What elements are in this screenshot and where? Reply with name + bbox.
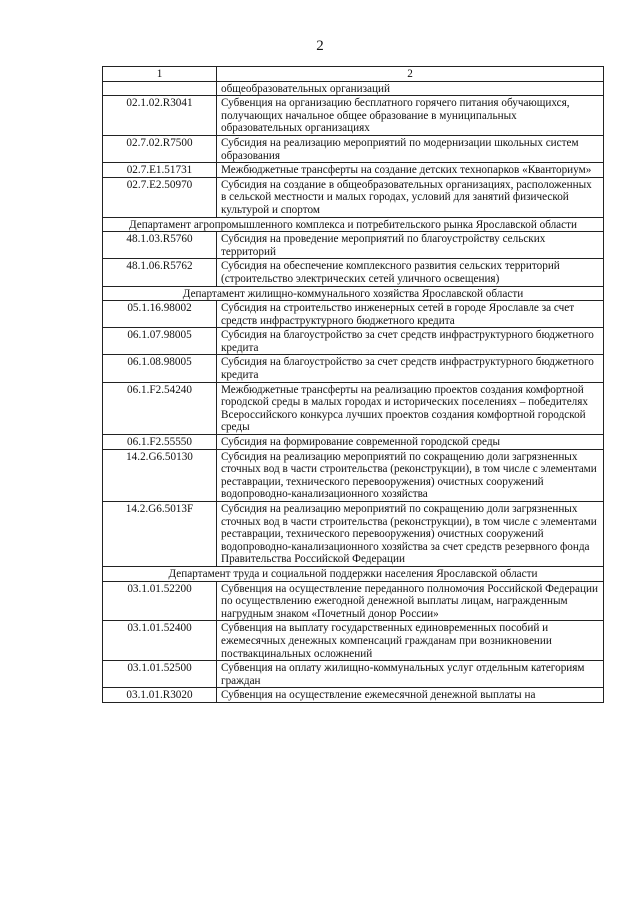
description-cell: Субсидия на проведение мероприятий по благоустройству сельских территорий <box>217 232 604 259</box>
budget-code-cell: 03.1.01.52200 <box>103 581 217 621</box>
table-row <box>103 81 604 96</box>
header-col-2: 2 <box>217 67 604 82</box>
department-name: Департамент жилищно-коммунального хозяйства Ярославской области <box>103 286 604 301</box>
description-cell: Субсидия на обеспечение комплексного развития сельских территорий (строительство электрических сетей уличного освещения) <box>217 259 604 286</box>
description-cell: Субвенция на осуществление ежемесячной денежной выплаты на <box>217 688 604 703</box>
table-row <box>103 259 604 286</box>
budget-code-cell: 06.1.08.98005 <box>103 355 217 382</box>
budget-code-cell: 48.1.03.R5760 <box>103 232 217 259</box>
budget-code-cell: 02.7.02.R7500 <box>103 135 217 162</box>
budget-codes-table <box>102 66 604 703</box>
description-cell: Субвенция на осуществление переданного полномочия Российской Федерации по осуществлению ежегодной денежной выплаты лицам, награжденным нагрудным знаком «Почетный донор России» <box>217 581 604 621</box>
table-row <box>103 355 604 382</box>
table-row <box>103 502 604 567</box>
table-row <box>103 621 604 661</box>
page-number: 2 <box>316 38 324 54</box>
description-cell: Субсидия на благоустройство за счет средств инфраструктурного бюджетного кредита <box>217 328 604 355</box>
table-row <box>103 581 604 621</box>
table-row <box>103 177 604 217</box>
budget-code-cell: 06.1.F2.54240 <box>103 382 217 434</box>
budget-code-cell: 06.1.07.98005 <box>103 328 217 355</box>
budget-code-cell: 02.7.E2.50970 <box>103 177 217 217</box>
table-row <box>103 382 604 434</box>
table-body <box>103 81 604 702</box>
table-row <box>103 163 604 178</box>
header-col-1: 1 <box>103 67 217 82</box>
description-cell: Субсидия на благоустройство за счет средств инфраструктурного бюджетного кредита <box>217 355 604 382</box>
budget-code-cell: 14.2.G6.5013F <box>103 502 217 567</box>
description-cell: Субсидия на формирование современной городской среды <box>217 435 604 450</box>
budget-code-cell: 05.1.16.98002 <box>103 301 217 328</box>
budget-code-cell: 48.1.06.R5762 <box>103 259 217 286</box>
table-row <box>103 661 604 688</box>
budget-code-cell: 06.1.F2.55550 <box>103 435 217 450</box>
description-cell: Субсидия на реализацию мероприятий по сокращению доли загрязненных сточных вод в части строительства (реконструкции), в том числе с элементами реставрации, технического перевооружения) очистных сооружений водопроводно-канализационного хозяйства <box>217 449 604 501</box>
description-cell: Субвенция на оплату жилищно-коммунальных услуг отдельным категориям граждан <box>217 661 604 688</box>
budget-code-cell: 03.1.01.52400 <box>103 621 217 661</box>
description-cell: Субсидия на создание в общеобразовательных организациях, расположенных в сельской местности и малых городах, условий для занятий физической культурой и спортом <box>217 177 604 217</box>
budget-code-cell: 02.1.02.R3041 <box>103 96 217 136</box>
budget-code-cell: 02.7.E1.51731 <box>103 163 217 178</box>
table-row <box>103 232 604 259</box>
department-name: Департамент труда и социальной поддержки населения Ярославской области <box>103 566 604 581</box>
department-header-row <box>103 217 604 232</box>
department-name: Департамент агропромышленного комплекса и потребительского рынка Ярославской области <box>103 217 604 232</box>
description-cell: Субсидия на реализацию мероприятий по модернизации школьных систем образования <box>217 135 604 162</box>
budget-code-cell: 03.1.01.R3020 <box>103 688 217 703</box>
department-header-row <box>103 566 604 581</box>
description-cell: Межбюджетные трансферты на создание детских технопарков «Кванториум» <box>217 163 604 178</box>
table-row <box>103 96 604 136</box>
description-cell: Субвенция на организацию бесплатного горячего питания обучающихся, получающих начальное общее образование в муниципальных образовательных организациях <box>217 96 604 136</box>
budget-code-cell <box>103 81 217 96</box>
budget-code-cell: 14.2.G6.50130 <box>103 449 217 501</box>
table-row <box>103 449 604 501</box>
table-row <box>103 135 604 162</box>
table-row <box>103 688 604 703</box>
description-cell: Субсидия на строительство инженерных сетей в городе Ярославле за счет средств инфраструктурного бюджетного кредита <box>217 301 604 328</box>
table-row <box>103 435 604 450</box>
description-cell: общеобразовательных организаций <box>217 81 604 96</box>
description-cell: Субвенция на выплату государственных единовременных пособий и ежемесячных денежных компенсаций гражданам при возникновении поствакцинальных осложнений <box>217 621 604 661</box>
budget-code-cell: 03.1.01.52500 <box>103 661 217 688</box>
table-header-row <box>103 67 604 82</box>
description-cell: Межбюджетные трансферты на реализацию проектов создания комфортной городской среды в малых городах и исторических поселениях – победителях Всероссийского конкурса лучших проектов создания комфортной городской среды <box>217 382 604 434</box>
department-header-row <box>103 286 604 301</box>
table-row <box>103 301 604 328</box>
table-row <box>103 328 604 355</box>
description-cell: Субсидия на реализацию мероприятий по сокращению доли загрязненных сточных вод в части строительства (реконструкции), в том числе с элементами реставрации, технического перевооружения) очистных сооружений водопроводно-канализационного хозяйства за счет средств резервного фонда Правительства Российской Федерации <box>217 502 604 567</box>
